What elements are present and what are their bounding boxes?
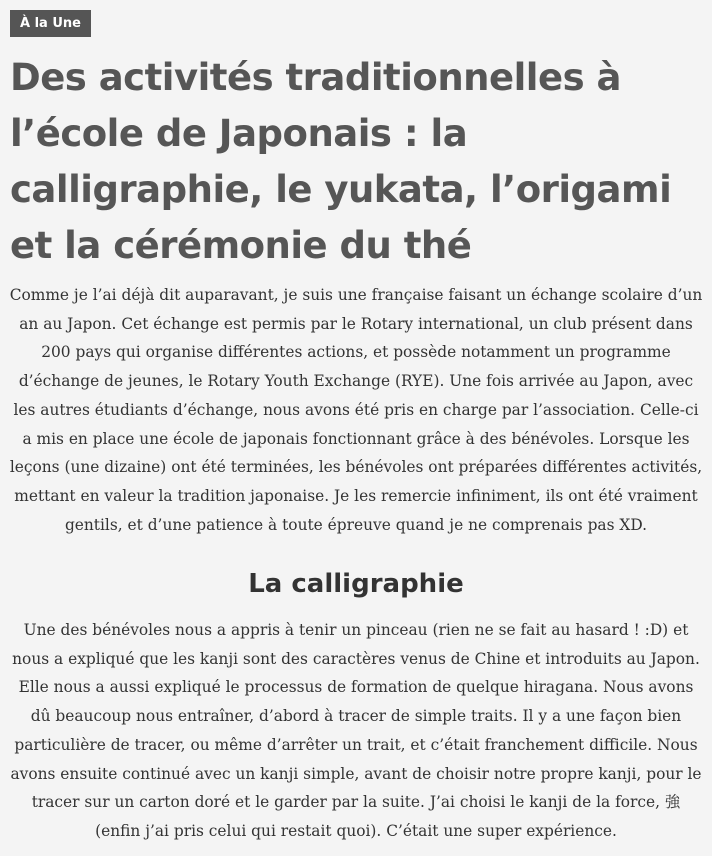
- calligraphy-paragraph: Une des bénévoles nous a appris à tenir un pinceau (rien ne se fait au hasard ! :D) et nous a expliqué que les kanji sont des caractères venus de Chine et introduits au Japon. Elle nous a aussi expliqué le processus de formation de quelque hiragana. Nous avons dû beaucoup nous entraîner, d’abord à tracer de simple traits. Il y a une façon bien particulière de tracer, ou même d’arrêter un trait, et c’était franchement difficile. Nous avons ensuite continué avec un kanji simple, avant de choisir notre propre kanji, pour le tracer sur un carton doré et le garder par la suite. J’ai choisi le kanji de la force, 強 (enfin j’ai pris celui qui restait quoi). C’était une super expérience.: [10, 621, 702, 840]
- intro-paragraph: Comme je l’ai déjà dit auparavant, je suis une française faisant un échange scolaire d’un an au Japon. Cet échange est permis par le Rotary international, un club présent dans 200 pays qui organise différentes actions, et possède notamment un programme d’échange de jeunes, le Rotary Youth Exchange (RYE). Une fois arrivée au Japon, avec les autres étudiants d’échange, nous avons été pris en charge par l’association. Celle-ci a mis en place une école de japonais fonctionnant grâce à des bénévoles. Lorsque les leçons (une dizaine) ont été terminées, les bénévoles ont préparées différentes activités, mettant en valeur la tradition japonaise. Je les remercie infiniment, ils ont été vraiment gentils, et d’une patience à toute épreuve quand je ne comprenais pas XD.: [9, 286, 703, 534]
- section-heading: La calligraphie: [248, 569, 464, 599]
- article-title: Des activités traditionnelles à l’école de Japonais : la calligraphie, le yukata, l’origami et la cérémonie du thé: [10, 56, 672, 267]
- category-badge[interactable]: À la Une: [10, 10, 91, 37]
